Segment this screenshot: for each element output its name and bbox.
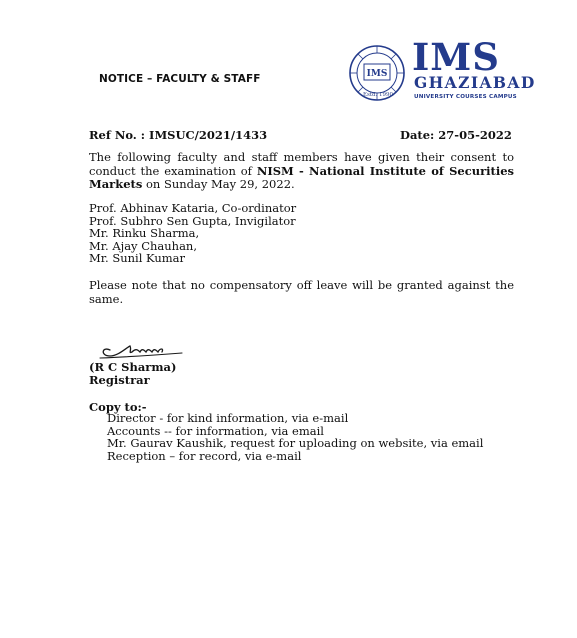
faculty-staff-list (89, 202, 296, 265)
notice-date: Date: 27-05-2022 (400, 128, 512, 142)
list-item: Prof. Subhro Sen Gupta, Invigilator (89, 213, 296, 228)
signatory-block (89, 361, 176, 387)
list-item: Mr. Ajay Chauhan, (89, 238, 197, 253)
intro-exam-name: NISM - National Institute of Securities Markets (89, 163, 515, 191)
list-item: Director - for kind information, via e-mail (107, 411, 349, 425)
notice-title: NOTICE – FACULTY & STAFF (99, 73, 261, 85)
copy-to-list (107, 412, 483, 462)
leave-note: Please note that no compensatory off leave will be granted against the same. (89, 278, 514, 306)
signatory-designation: Registrar (89, 373, 150, 387)
intro-text-2: on Sunday May 29, 2022. (142, 177, 295, 191)
logo-city: GHAZIABAD (414, 73, 536, 92)
list-item: Mr. Sunil Kumar (89, 251, 186, 266)
signature-image (96, 334, 186, 362)
list-item: Mr. Gaurav Kaushik, request for uploading on website, via email (107, 436, 484, 451)
reference-number: Ref No. : IMSUC/2021/1433 (89, 128, 268, 142)
seal-text: IMS (366, 69, 388, 79)
intro-paragraph (89, 151, 514, 192)
list-item: Mr. Rinku Sharma, (89, 226, 200, 241)
list-item: Reception – for record, via e-mail (107, 448, 302, 463)
logo-campus: UNIVERSITY COURSES CAMPUS (414, 94, 517, 100)
signatory-name: (R C Sharma) (89, 360, 177, 374)
list-item: Prof. Abhinav Kataria, Co-ordinator (89, 201, 297, 215)
logo-brand: IMS (412, 35, 500, 79)
intro-text-1: The following faculty and staff members have given their consent to conduct the examination of (89, 150, 514, 178)
ims-logo (348, 35, 536, 108)
copy-to-heading: Copy to:- (89, 400, 147, 414)
list-item: Accounts -- for information, via email (107, 423, 324, 438)
seal-established: Estd. 1990 (362, 92, 394, 98)
